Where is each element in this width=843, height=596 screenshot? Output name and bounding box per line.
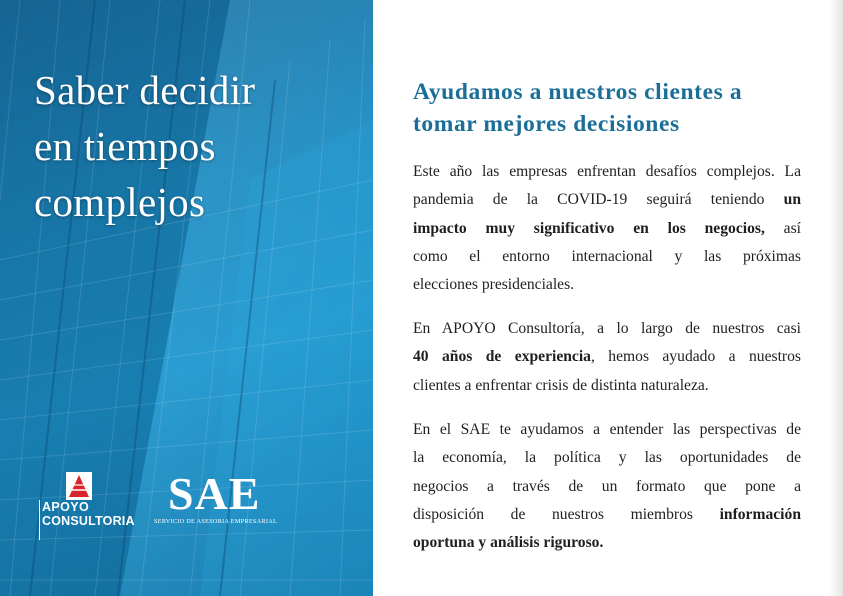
paragraph-line — [413, 416, 801, 444]
paragraph-line — [413, 343, 801, 371]
paragraph-line — [413, 271, 801, 299]
text-run: , hemos ayudado a nuestros — [590, 348, 801, 366]
cover-panel — [0, 0, 373, 596]
text-run: disposición de nuestros miembros — [413, 505, 720, 523]
sae-logo — [150, 468, 290, 534]
bold-text: 40 años de experiencia — [413, 348, 591, 366]
headline-line: en tiempos — [34, 123, 216, 169]
paragraph — [413, 416, 801, 557]
text-run: En el SAE te ayudamos a entender las perspectivas de — [413, 421, 801, 438]
headline-line: Saber decidir — [34, 67, 256, 113]
text-run: como el entorno internacional y las próximas — [413, 247, 801, 265]
paragraph-line — [413, 158, 801, 186]
subtitle-line: Ayudamos a nuestros clientes a — [413, 79, 743, 105]
paragraph — [413, 315, 801, 400]
paragraph-line — [413, 444, 801, 472]
paragraph-line — [413, 315, 801, 343]
apoyo-triangle-icon — [66, 472, 92, 500]
logo-divider — [39, 500, 40, 540]
subtitle-line: tomar mejores decisiones — [413, 111, 680, 137]
text-run: negocios a través de un formato que pone a — [413, 477, 801, 495]
sae-logo-text: SAE — [168, 468, 261, 519]
paragraph-line — [413, 529, 801, 557]
bold-text: oportuna y análisis riguroso. — [413, 534, 604, 552]
paragraph-line — [413, 215, 801, 243]
paragraph-line — [413, 372, 801, 400]
text-run: Este año las empresas enfrentan desafíos complejos. La — [413, 163, 801, 180]
paragraph-line — [413, 186, 801, 214]
text-run: así — [764, 219, 801, 237]
apoyo-consultoria-logo — [36, 470, 136, 540]
text-run: pandemia de la COVID-19 seguirá teniendo — [413, 191, 784, 209]
bold-text: impacto muy significativo en los negocios, — [413, 219, 765, 237]
apoyo-logo-text: APOYO — [42, 500, 90, 514]
paragraph — [413, 158, 801, 299]
headline — [34, 62, 354, 230]
text-run: la economía, la política y las oportunidades de — [413, 449, 801, 467]
text-run: clientes a enfrentar crisis de distinta naturaleza. — [413, 376, 709, 394]
paragraph-line — [413, 501, 801, 529]
section-subtitle — [413, 76, 813, 140]
text-run: elecciones presidenciales. — [413, 276, 575, 294]
text-run: En APOYO Consultoría, a lo largo de nuestros casi — [413, 320, 801, 337]
bold-text: información — [719, 505, 801, 523]
page-edge-shadow — [829, 0, 843, 596]
headline-line: complejos — [34, 179, 206, 225]
bold-text: un — [783, 191, 801, 209]
paragraph-line — [413, 473, 801, 501]
content-panel — [373, 0, 843, 596]
consultoria-logo-text: CONSULTORIA — [42, 514, 135, 528]
sae-logo-tagline: SERVICIO DE ASESORIA EMPRESARIAL — [154, 518, 278, 525]
paragraph-line — [413, 243, 801, 271]
